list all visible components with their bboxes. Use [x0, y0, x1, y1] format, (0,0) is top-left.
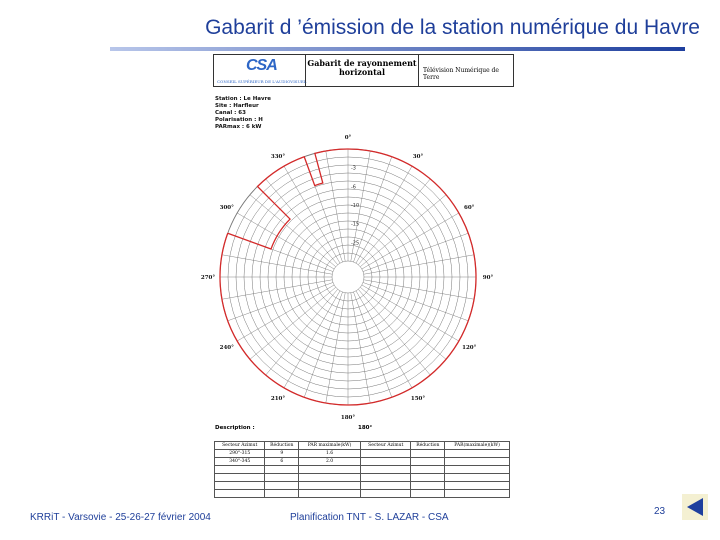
- table-cell: [411, 482, 445, 490]
- table-cell: 6: [265, 458, 299, 466]
- page-number: 23: [654, 506, 666, 517]
- table-header-cell: Réduction: [411, 442, 445, 450]
- table-cell: [265, 466, 299, 474]
- document-header: [213, 54, 514, 87]
- previous-slide-button[interactable]: [682, 494, 708, 520]
- table-cell: [299, 466, 361, 474]
- table-cell: [445, 466, 510, 474]
- csa-logo-mark: CSA: [246, 57, 277, 74]
- polar-spoke: [284, 291, 340, 388]
- table-cell: 340°-345: [215, 458, 265, 466]
- polar-spoke: [356, 291, 412, 388]
- angle-tick-label: 120°: [462, 345, 477, 351]
- table-header-cell: Réduction: [265, 442, 299, 450]
- table-cell: [445, 450, 510, 458]
- attenuation-table: [214, 441, 510, 498]
- table-cell: [265, 482, 299, 490]
- csa-logo: [214, 55, 306, 86]
- station-info-line: Site : Harfleur: [215, 103, 259, 109]
- table-cell: [411, 474, 445, 482]
- back-arrow-icon: [687, 498, 703, 516]
- polar-spoke: [362, 285, 459, 341]
- table-cell: [411, 450, 445, 458]
- table-cell: [361, 450, 411, 458]
- polar-labels: [201, 135, 494, 421]
- polar-spoke: [353, 157, 391, 262]
- table-cell: [361, 474, 411, 482]
- table-cell: 2.0: [299, 458, 361, 466]
- table-row: [215, 466, 510, 474]
- table-cell: [445, 474, 510, 482]
- polar-spoke: [356, 166, 412, 263]
- table-cell: [299, 490, 361, 498]
- table-cell: [215, 474, 265, 482]
- slide-title: Gabarit d ’émission de la station numérique du Havre: [205, 16, 700, 39]
- table-cell: 9: [265, 450, 299, 458]
- angle-tick-label: 150°: [410, 396, 426, 403]
- angle-tick-label: 60°: [464, 205, 475, 211]
- station-info-line: PARmax : 6 kW: [215, 124, 262, 130]
- radial-tick-label: -10: [351, 203, 360, 209]
- document-header-title: Gabarit de rayonnement horizontal: [306, 55, 419, 86]
- table-row: [215, 490, 510, 498]
- radial-tick-label: -15: [351, 221, 360, 228]
- document-header-right: Télévision Numérique de Terre: [423, 67, 499, 81]
- table-cell: [445, 490, 510, 498]
- station-info-line: Polarisation : H: [215, 117, 263, 123]
- table-cell: [361, 482, 411, 490]
- polar-spoke: [363, 282, 468, 320]
- polar-spoke: [222, 255, 332, 274]
- table-cell: [215, 482, 265, 490]
- station-info-line: Canal : 63: [215, 110, 246, 116]
- polar-spoke: [284, 166, 340, 263]
- radiation-polar-diagram: [200, 115, 510, 425]
- radial-tick-label: -6: [351, 184, 356, 191]
- polar-spoke: [353, 292, 391, 397]
- table-cell: [411, 466, 445, 474]
- polar-ring: [332, 261, 364, 293]
- table-row: [215, 450, 510, 458]
- angle-tick-label: 0°: [344, 135, 352, 141]
- angle-tick-label: 30°: [412, 153, 424, 160]
- table-cell: [361, 466, 411, 474]
- table-header-cell: PAR maximale(kW): [299, 442, 361, 450]
- polar-spoke: [363, 233, 468, 271]
- table-cell: [361, 490, 411, 498]
- table-cell: [299, 474, 361, 482]
- polar-spoke: [222, 280, 332, 299]
- table-cell: [265, 474, 299, 482]
- station-info-line: Station : Le Havre: [215, 96, 272, 102]
- polar-spoke: [304, 292, 342, 397]
- table-cell: [445, 458, 510, 466]
- table-cell: [265, 490, 299, 498]
- polar-spoke: [326, 151, 345, 261]
- angle-tick-label: 180°: [340, 415, 356, 421]
- table-cell: [215, 466, 265, 474]
- polar-spoke: [362, 213, 459, 269]
- title-underline: [110, 47, 685, 51]
- radial-tick-label: -3: [351, 165, 356, 172]
- table-cell: [411, 490, 445, 498]
- polar-spoke: [237, 285, 334, 341]
- table-cell: [299, 482, 361, 490]
- polar-spoke: [351, 293, 370, 403]
- table-cell: [215, 490, 265, 498]
- table-row: [215, 482, 510, 490]
- footer-left: KRRiT - Varsovie - 25-26-27 février 2004: [30, 512, 211, 523]
- polar-spoke: [326, 293, 345, 403]
- table-header-cell: Secteur Azimut: [215, 442, 265, 450]
- angle-tick-label: 270°: [200, 275, 216, 281]
- table-cell: 290°-315: [215, 450, 265, 458]
- angle-tick-label: 330°: [270, 153, 286, 160]
- table-header-cell: PAR(maximale)(kW): [445, 442, 510, 450]
- polar-spoke: [237, 213, 334, 269]
- angle-tick-label: 210°: [270, 396, 286, 403]
- table-cell: [411, 458, 445, 466]
- radial-tick-label: -25: [351, 240, 360, 247]
- angle-tick-label: 300°: [219, 205, 234, 211]
- footer-center: Planification TNT - S. LAZAR - CSA: [290, 512, 449, 523]
- description-value: 180°: [358, 425, 373, 431]
- table-cell: [445, 482, 510, 490]
- polar-spoke: [364, 280, 474, 299]
- csa-logo-subtext: CONSEIL SUPÉRIEUR DE L'AUDIOVISUEL: [217, 79, 307, 84]
- table-row: [215, 458, 510, 466]
- table-cell: [361, 458, 411, 466]
- table-header-row: [215, 442, 510, 450]
- table-row: [215, 474, 510, 482]
- angle-tick-label: 240°: [219, 345, 234, 351]
- polar-spoke: [364, 255, 474, 274]
- table-cell: 1.6: [299, 450, 361, 458]
- description-label: Description :: [215, 425, 255, 431]
- polar-spoke: [228, 282, 333, 320]
- angle-tick-label: 90°: [482, 275, 494, 281]
- table-header-cell: Secteur Azimut: [361, 442, 411, 450]
